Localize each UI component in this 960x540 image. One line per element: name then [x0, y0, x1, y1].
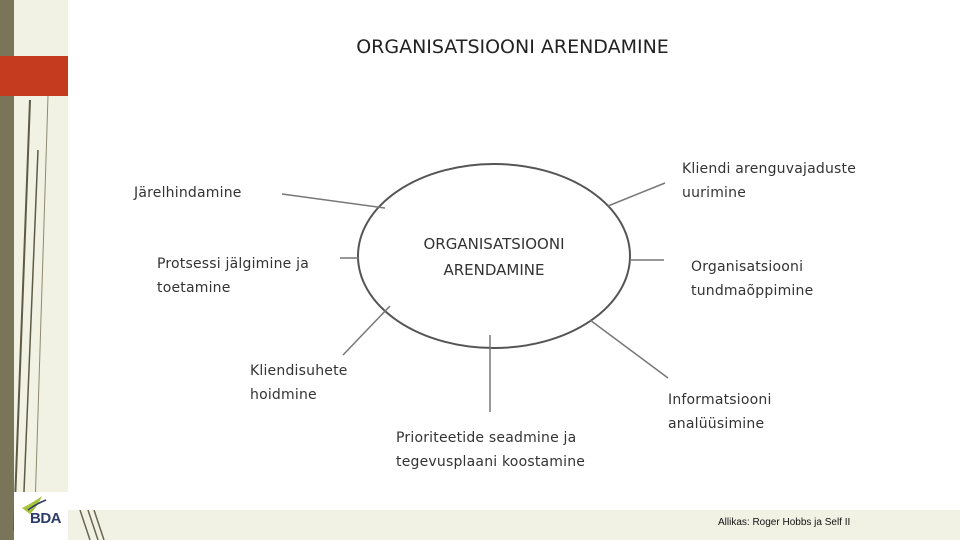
- connector-jarelhindamine: [282, 194, 385, 208]
- node-protsessi-line2: toetamine: [157, 280, 231, 296]
- node-prioriteetide: [396, 426, 585, 474]
- node-informatsiooni-line2: analüüsimine: [668, 416, 765, 432]
- node-protsessi-line1: Protsessi jälgimine ja: [157, 256, 310, 272]
- node-prioriteetide-line1: Prioriteetide seadmine ja: [396, 430, 577, 446]
- source-citation: Allikas: Roger Hobbs ja Self II: [718, 517, 851, 528]
- node-kliendi-line1: Kliendi arenguvajaduste: [682, 161, 857, 177]
- center-label: [398, 231, 590, 283]
- node-organisatsiooni-line2: tundmaõppimine: [691, 283, 814, 299]
- logo-text: BDA: [30, 510, 61, 527]
- node-organisatsiooni: [691, 255, 813, 303]
- connector-kliendi: [608, 183, 665, 206]
- node-kliendisuhete-line2: hoidmine: [250, 387, 317, 403]
- node-prioriteetide-line2: tegevusplaani koostamine: [396, 454, 586, 470]
- node-kliendi-line2: uurimine: [682, 185, 747, 201]
- slide-title: ORGANISATSIOONI ARENDAMINE: [356, 36, 669, 58]
- node-kliendisuhete: [250, 359, 348, 407]
- node-jarelhindamine: [134, 181, 242, 205]
- connector-informatsiooni: [590, 320, 668, 378]
- node-informatsiooni: [668, 388, 772, 436]
- node-organisatsiooni-line1: Organisatsiooni: [691, 259, 804, 275]
- node-jarelhindamine-text: Järelhindamine: [134, 185, 242, 201]
- center-label-line2: ARENDAMINE: [443, 261, 545, 279]
- node-kliendi: [682, 157, 856, 205]
- node-kliendisuhete-line1: Kliendisuhete: [250, 363, 348, 379]
- node-protsessi: [157, 252, 309, 300]
- center-label-line1: ORGANISATSIOONI: [423, 235, 565, 253]
- connector-kliendisuhete: [343, 306, 390, 355]
- node-informatsiooni-line1: Informatsiooni: [668, 392, 772, 408]
